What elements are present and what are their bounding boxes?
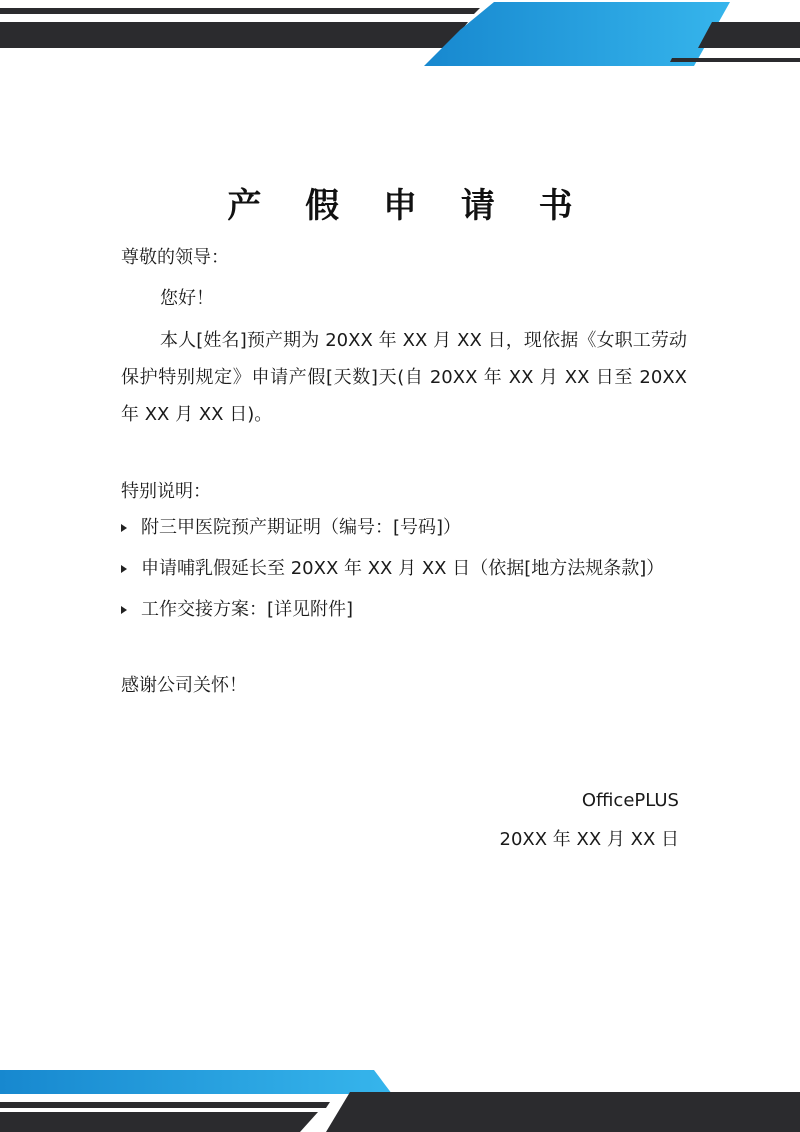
top-right-dark-stripe	[698, 22, 800, 48]
document-title: 产 假 申 请 书	[227, 186, 589, 226]
body-paragraph: 本人[姓名]预产期为 20XX 年 XX 月 XX 日，现依据《女职工劳动保护特别规定》申请产假[天数]天(自 20XX 年 XX 月 XX 日至 20XX 年 XX 月 XX 日)。	[121, 330, 687, 425]
closing-line: 感谢公司关怀！	[121, 675, 247, 696]
signature-company: OfficePLUS	[581, 790, 679, 811]
notes-list	[121, 516, 664, 639]
bullet-triangle-icon	[121, 565, 127, 573]
greeting: 您好！	[160, 288, 214, 309]
bottom-blue-shape	[0, 1070, 392, 1094]
top-thin-dark-stripe	[0, 8, 480, 14]
bottom-dark-block	[326, 1092, 800, 1132]
bullet-triangle-icon	[121, 606, 127, 614]
list-item	[121, 598, 664, 622]
list-item	[121, 516, 664, 540]
note-text: 工作交接方案：[详见附件]	[141, 599, 354, 620]
top-dark-stripe	[0, 22, 468, 48]
bullet-triangle-icon	[121, 524, 127, 532]
top-decorative-band	[0, 0, 800, 70]
top-right-thin-stripe	[670, 58, 800, 62]
note-text: 附三甲医院预产期证明（编号：[号码]）	[141, 517, 462, 538]
notes-heading: 特别说明：	[121, 481, 211, 502]
signature-date: 20XX 年 XX 月 XX 日	[499, 829, 679, 850]
bottom-thin-dark-stripe	[0, 1102, 330, 1108]
bottom-left-dark-stripe	[0, 1112, 318, 1132]
bottom-decorative-band	[0, 1062, 800, 1132]
salutation: 尊敬的领导：	[121, 247, 229, 268]
list-item	[121, 557, 664, 581]
note-text: 申请哺乳假延长至 20XX 年 XX 月 XX 日（依据[地方法规条款]）	[141, 558, 665, 579]
